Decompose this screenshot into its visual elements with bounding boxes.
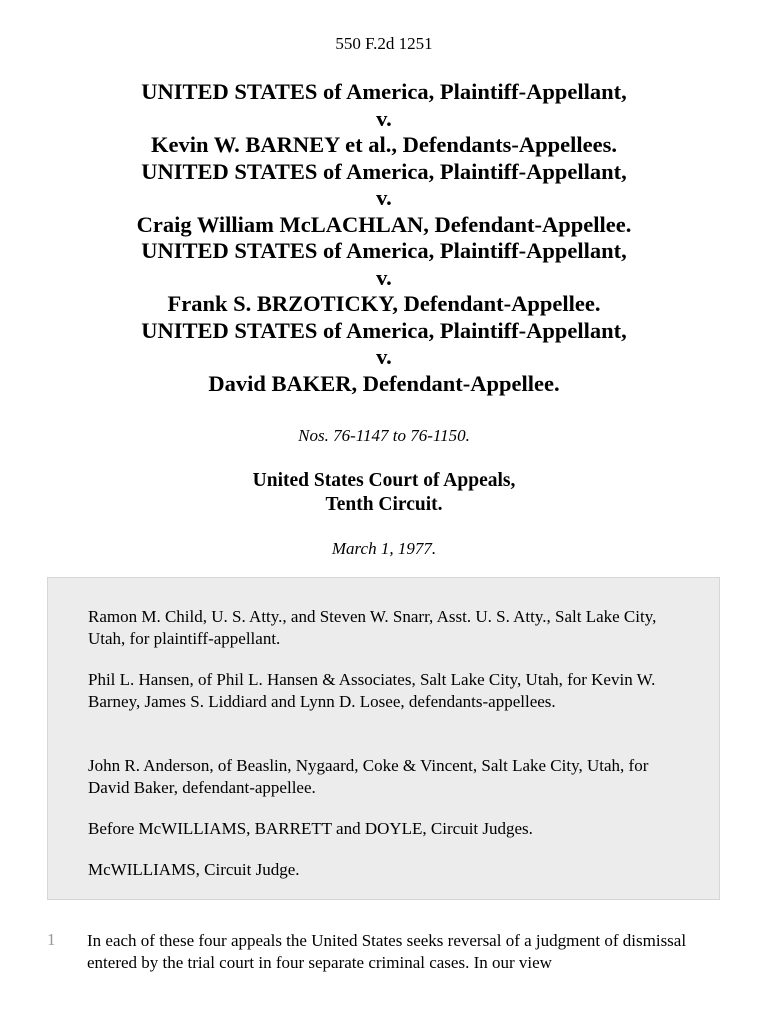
counsel-paragraph: Phil L. Hansen, of Phil L. Hansen & Associates, Salt Lake City, Utah, for Kevin W. Barney, James S. Liddiard and Lynn D. Losee, defendants-appellees.: [88, 670, 656, 711]
caption-line: UNITED STATES of America, Plaintiff-Appellant,: [141, 79, 627, 104]
docket-numbers: Nos. 76-1147 to 76-1150.: [298, 426, 470, 445]
caption-line: UNITED STATES of America, Plaintiff-Appellant,: [141, 158, 627, 184]
caption-line: UNITED STATES of America, Plaintiff-Appellant,: [141, 238, 627, 263]
court-circuit-line: Tenth Circuit.: [325, 494, 443, 515]
paragraph-number: 1: [47, 930, 56, 949]
caption-line: v.: [376, 344, 392, 369]
case-citation: 550 F.2d 1251: [335, 34, 433, 53]
caption-line: David BAKER, Defendant-Appellee.: [208, 370, 560, 396]
caption-line: Craig William McLACHLAN, Defendant-Appellee.: [136, 211, 632, 237]
court-name-line: United States Court of Appeals,: [252, 470, 516, 491]
counsel-box: [47, 577, 720, 900]
caption-line: v.: [376, 264, 392, 290]
opinion-author: McWILLIAMS, Circuit Judge.: [88, 860, 300, 879]
court-name: [0, 469, 768, 517]
caption-line: Frank S. BRZOTICKY, Defendant-Appellee.: [167, 291, 601, 316]
caption-line: Kevin W. BARNEY et al., Defendants-Appellees.: [150, 132, 618, 157]
case-caption: [0, 79, 768, 397]
caption-line: v.: [376, 185, 392, 210]
decision-date: March 1, 1977.: [331, 539, 437, 558]
panel-judges: Before McWILLIAMS, BARRETT and DOYLE, Circuit Judges.: [88, 819, 533, 838]
counsel-paragraph: Ramon M. Child, U. S. Atty., and Steven W. Snarr, Asst. U. S. Atty., Salt Lake City, Utah, for plaintiff-appellant.: [88, 607, 657, 648]
caption-line: v.: [376, 105, 392, 131]
caption-line: UNITED STATES of America, Plaintiff-Appellant,: [141, 317, 627, 343]
opinion-paragraph: In each of these four appeals the United States seeks reversal of a judgment of dismissal entered by the trial court in four separate criminal cases. In our view: [87, 931, 687, 972]
counsel-paragraph: John R. Anderson, of Beaslin, Nygaard, Coke & Vincent, Salt Lake City, Utah, for David Baker, defendant-appellee.: [88, 756, 649, 797]
